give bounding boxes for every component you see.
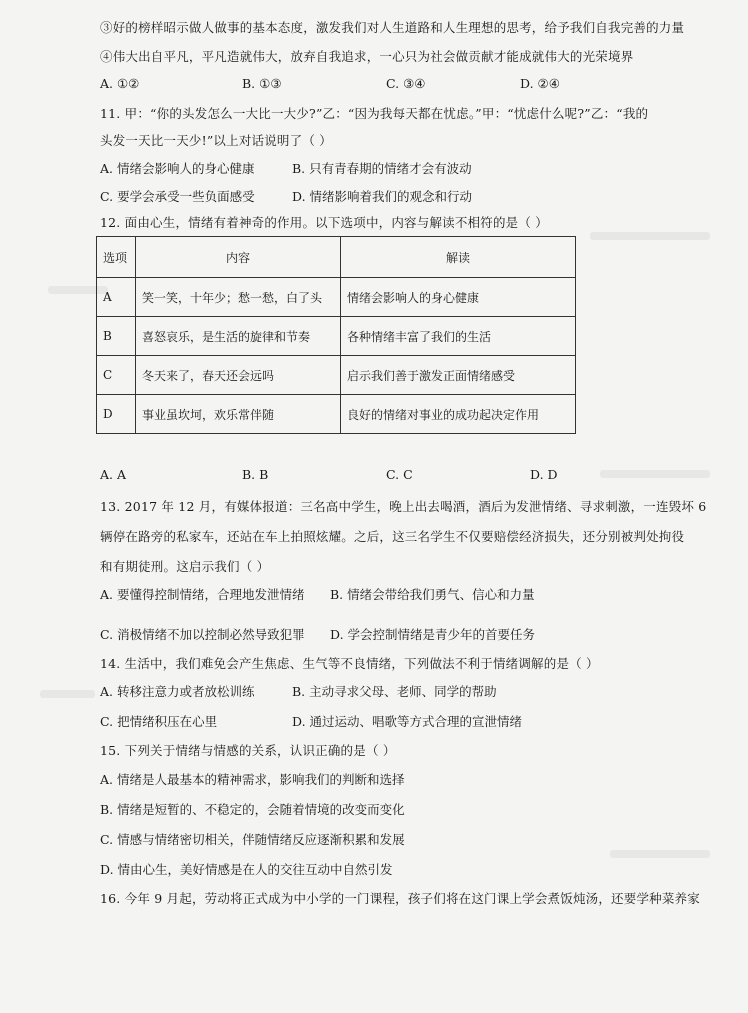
cell-option: D — [97, 395, 136, 434]
bleed-mark — [40, 690, 95, 698]
bleed-mark — [600, 470, 710, 478]
q10-statement-4: ④伟大出自平凡，平凡造就伟大，放弃自我追求，一心只为社会做贡献才能成就伟大的光荣境界 — [100, 49, 634, 64]
q10-option-a: A. ①② — [100, 76, 140, 91]
q10-option-c: C. ③④ — [386, 76, 426, 91]
cell-interpretation: 情绪会影响人的身心健康 — [341, 278, 576, 317]
q11-option-d: D. 情绪影响着我们的观念和行动 — [292, 189, 473, 204]
header-content: 内容 — [136, 237, 341, 278]
q14-option-a: A. 转移注意力或者放松训练 — [100, 684, 255, 699]
q10-statement-3: ③好的榜样昭示做人做事的基本态度，激发我们对人生道路和人生理想的思考，给予我们自我完善的力量 — [100, 20, 685, 35]
q15-option-c: C. 情感与情绪密切相关，伴随情绪反应逐渐积累和发展 — [100, 832, 405, 847]
q12-stem: 12. 面由心生，情绪有着神奇的作用。以下选项中，内容与解读不相符的是（ ） — [100, 215, 548, 230]
cell-content: 笑一笑，十年少；愁一愁，白了头 — [136, 278, 341, 317]
q11-stem-line2: 头发一天比一天少!”以上对话说明了（ ） — [100, 133, 332, 148]
bleed-mark — [590, 232, 710, 240]
q13-stem-line2: 辆停在路旁的私家车，还站在车上拍照炫耀。之后，这三名学生不仅要赔偿经济损失，还分别被判处拘役 — [100, 529, 685, 544]
cell-content: 冬天来了，春天还会远吗 — [136, 356, 341, 395]
cell-option: B — [97, 317, 136, 356]
table-row — [97, 278, 576, 317]
q13-option-d: D. 学会控制情绪是青少年的首要任务 — [330, 627, 536, 642]
q12-table — [96, 236, 576, 434]
q15-option-d: D. 情由心生，美好情感是在人的交往互动中自然引发 — [100, 862, 393, 877]
q15-stem: 15. 下列关于情绪与情感的关系，认识正确的是（ ） — [100, 743, 396, 758]
q12-option-a: A. A — [100, 467, 127, 482]
q11-option-b: B. 只有青春期的情绪才会有波动 — [292, 161, 472, 176]
table-row — [97, 356, 576, 395]
q12-option-b: B. B — [242, 467, 269, 482]
q13-stem-line1: 13. 2017 年 12 月，有媒体报道：三名高中学生，晚上出去喝酒，酒后为发泄情绪、寻求刺激，一连毁坏 6 — [100, 499, 707, 514]
q12-option-c: C. C — [386, 467, 413, 482]
table-row — [97, 395, 576, 434]
bleed-mark — [610, 850, 710, 858]
q14-option-b: B. 主动寻求父母、老师、同学的帮助 — [292, 684, 497, 699]
q15-option-b: B. 情绪是短暂的、不稳定的，会随着情境的改变而变化 — [100, 802, 405, 817]
q13-option-a: A. 要懂得控制情绪，合理地发泄情绪 — [100, 587, 305, 602]
header-interpretation: 解读 — [341, 237, 576, 278]
cell-interpretation: 良好的情绪对事业的成功起决定作用 — [341, 395, 576, 434]
q11-stem-line1: 11. 甲：“你的头发怎么一大比一大少?”乙：“因为我每天都在忧虑。”甲：“忧虑什么呢?”乙：“我的 — [100, 106, 649, 121]
q13-option-b: B. 情绪会带给我们勇气、信心和力量 — [330, 587, 535, 602]
q15-option-a: A. 情绪是人最基本的精神需求，影响我们的判断和选择 — [100, 772, 405, 787]
cell-option: A — [97, 278, 136, 317]
q10-option-b: B. ①③ — [242, 76, 282, 91]
q14-stem: 14. 生活中，我们难免会产生焦虑、生气等不良情绪，下列做法不利于情绪调解的是（ ） — [100, 656, 599, 671]
table-row — [97, 317, 576, 356]
q13-stem-line3: 和有期徒刑。这启示我们（ ） — [100, 559, 270, 574]
cell-content: 喜怒哀乐，是生活的旋律和节奏 — [136, 317, 341, 356]
header-option: 选项 — [97, 237, 136, 278]
q11-option-a: A. 情绪会影响人的身心健康 — [100, 161, 255, 176]
q10-option-d: D. ②④ — [520, 76, 560, 91]
cell-option: C — [97, 356, 136, 395]
cell-interpretation: 各种情绪丰富了我们的生活 — [341, 317, 576, 356]
q14-option-d: D. 通过运动、唱歌等方式合理的宣泄情绪 — [292, 714, 523, 729]
table-header-row — [97, 237, 576, 278]
q16-stem: 16. 今年 9 月起，劳动将正式成为中小学的一门课程，孩子们将在这门课上学会煮饭炖汤，还要学种菜养家 — [100, 891, 700, 906]
q13-option-c: C. 消极情绪不加以控制必然导致犯罪 — [100, 627, 305, 642]
q14-option-c: C. 把情绪积压在心里 — [100, 714, 218, 729]
cell-content: 事业虽坎坷，欢乐常伴随 — [136, 395, 341, 434]
q11-option-c: C. 要学会承受一些负面感受 — [100, 189, 255, 204]
q12-option-d: D. D — [530, 467, 558, 482]
cell-interpretation: 启示我们善于激发正面情绪感受 — [341, 356, 576, 395]
